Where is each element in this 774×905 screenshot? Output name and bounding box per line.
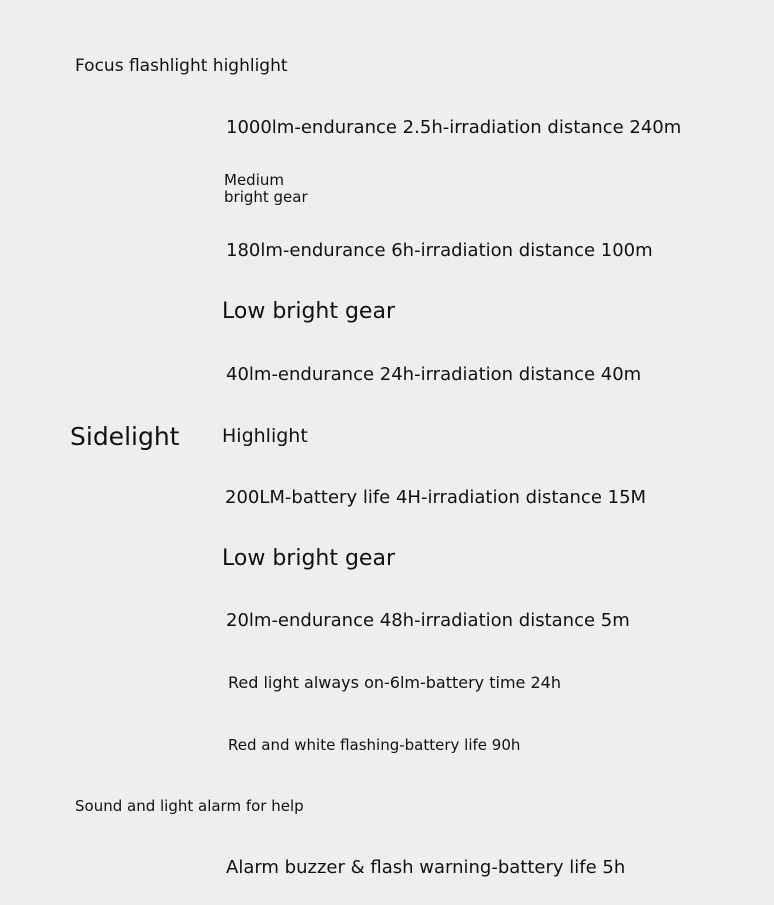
- gear-label-focus-low: Low bright gear: [218, 297, 399, 326]
- section-title-sidelight: Sidelight: [66, 421, 183, 454]
- section-title-alarm: Sound and light alarm for help: [71, 796, 308, 817]
- spec-sidelight-high: 200LM-battery life 4H-irradiation distance 15M: [221, 486, 650, 511]
- spec-focus-low: 40lm-endurance 24h-irradiation distance 40m: [222, 363, 645, 388]
- spec-alarm: Alarm buzzer & flash warning-battery life 5h: [222, 856, 629, 881]
- spec-sidelight-low: 20lm-endurance 48h-irradiation distance 5m: [222, 609, 634, 634]
- gear-label-focus-medium: [220, 170, 312, 207]
- section-title-focus-flashlight: Focus flashlight highlight: [71, 55, 292, 79]
- spec-focus-medium: 180lm-endurance 6h-irradiation distance 100m: [222, 239, 657, 264]
- gear-label-line-2: bright gear: [224, 187, 308, 206]
- spec-sidelight-red-always-on: Red light always on-6lm-battery time 24h: [224, 672, 565, 694]
- spec-focus-high: 1000lm-endurance 2.5h-irradiation distance 240m: [222, 116, 685, 141]
- gear-label-line-1: Medium: [224, 171, 284, 189]
- gear-label-sidelight-low: Low bright gear: [218, 544, 399, 573]
- spec-sidelight-red-white-flash: Red and white flashing-battery life 90h: [224, 735, 524, 756]
- gear-label-sidelight-high: Highlight: [218, 424, 312, 450]
